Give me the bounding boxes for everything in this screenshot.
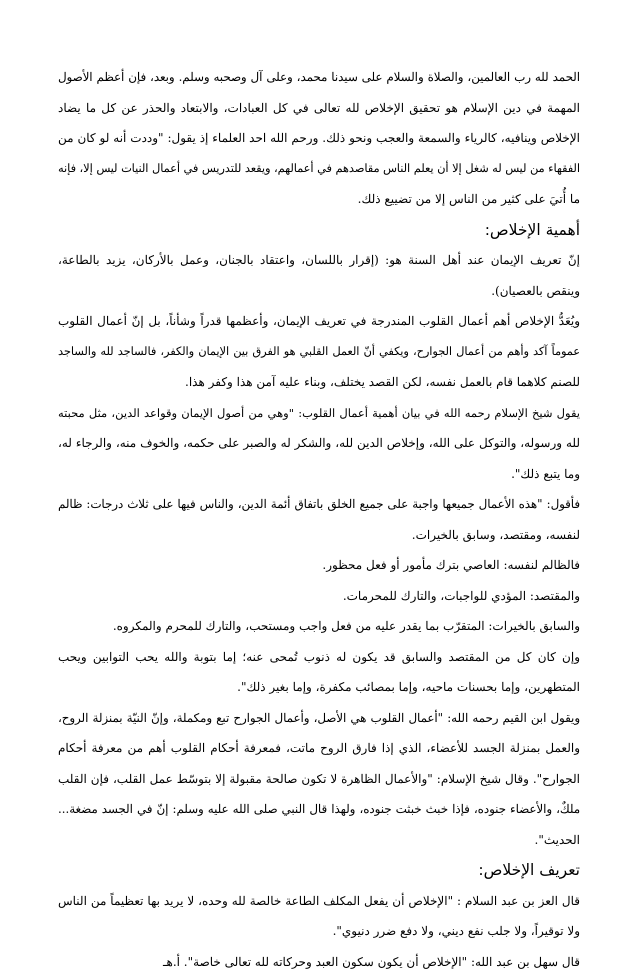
text-line: ويقول ابن القيم رحمه الله: "أعمال القلوب هي الأصل، وأعمال الجوارح تبع ومكملة، وإنّ النيّة بمنزلة الروح، (58, 703, 580, 734)
text-line: الفقهاء من ليس له شغل إلا أن يعلم الناس مقاصدهم في أعمالهم، ويقعد للتدريس في أعمال النيات ليس إلا، فإنه (58, 154, 580, 185)
text-line: والسابق بالخيرات: المتقرّب بما يقدر عليه من فعل واجب ومستحب، والتارك للمحرم والمكروه. (58, 611, 580, 642)
text-line: قال العز بن عبد السلام : "الإخلاص أن يفعل المكلف الطاعة خالصة لله وحده، لا يريد بها تعظيماً من الناس (58, 886, 580, 917)
text-line: فالظالم لنفسه: العاصي بترك مأمور أو فعل محظور. (58, 550, 580, 581)
text-line: لله ورسوله، والتوكل على الله، وإخلاص الدين لله، والشكر له والصبر على حكمه، والخوف منه، والرجاء له، (58, 428, 580, 459)
text-line: إنّ تعريف الإيمان عند أهل السنة هو: (إقرار باللسان، واعتقاد بالجنان، وعمل بالأركان، يزيد بالطاعة، (58, 245, 580, 276)
text-line: الإخلاص وينافيه، كالرياء والسمعة والعجب ونحو ذلك. ورحم الله احد العلماء إذ يقول: "وددت أنه لو كان من (58, 123, 580, 154)
definition-section (58, 886, 580, 977)
text-line: لنفسه، ومقتصد، وسابق بالخيرات. (58, 520, 580, 551)
text-line: يقول شيخ الإسلام رحمه الله في بيان أهمية أعمال القلوب: "وهي من أصول الإيمان وقواعد الدين، مثل محبته (58, 398, 580, 429)
text-line: فأقول: "هذه الأعمال جميعها واجبة على جميع الخلق باتفاق أئمة الدين، والناس فيها على ثلاث درجات: ظالم (58, 489, 580, 520)
text-line: وإن كان كل من المقتصد والسابق قد يكون له ذنوب تُمحى عنه؛ إما بتوبة والله يحب التوابين ويحب (58, 642, 580, 673)
importance-section (58, 245, 580, 855)
text-line: ما أُتيَ على كثير من الناس إلا من تضييع ذلك. (58, 184, 580, 215)
text-line: الجوارح". وقال شيخ الإسلام: "والأعمال الظاهرة لا تكون صالحة مقبولة إلا بتوسّط عمل القلب، فإن القلب (58, 764, 580, 795)
text-line: المتطهرين، وإما بحسنات ماحيه، وإما بمصائب مكفرة، وإما بغير ذلك". (58, 672, 580, 703)
text-line: ملكٌ، والأعضاء جنوده، فإذا خبث خبثت جنوده، ولهذا قال النبي صلى الله عليه وسلم: إنّ في الجسد مضغة... (58, 794, 580, 825)
section-heading-definition: تعريف الإخلاص: (58, 855, 580, 886)
intro-paragraph (58, 62, 580, 215)
section-heading-importance: أهمية الإخلاص: (58, 215, 580, 246)
text-line: والعمل بمنزلة الجسد للأعضاء، الذي إذا فارق الروح ماتت، فمعرفة أحكام القلوب أهم من معرفة أحكام (58, 733, 580, 764)
text-line: والمقتصد: المؤدي للواجبات، والتارك للمحرمات. (58, 581, 580, 612)
text-line: المهمة في دين الإسلام هو تحقيق الإخلاص لله تعالى في كل العبادات، والابتعاد والحذر عن كل ما يضاد (58, 93, 580, 124)
text-line: الحديث". (58, 825, 580, 856)
text-line: قال سهل بن عبد الله: "الإخلاص أن يكون سكون العبد وحركاته لله تعالى خاصة". أ.هـ (58, 947, 580, 977)
text-line: عموماً آكد وأهم من أعمال الجوارح، ويكفي أنّ العمل القلبي هو الفرق بين الإيمان والكفر، فالساجد لله والساجد (58, 337, 580, 368)
text-line: وما يتبع ذلك". (58, 459, 580, 490)
text-line: للصنم كلاهما قام بالعمل نفسه، لكن القصد يختلف، وبناء عليه آمن هذا وكفر هذا. (58, 367, 580, 398)
text-line: وينقص بالعصيان). (58, 276, 580, 307)
text-line: ويُعَدُّ الإخلاص أهم أعمال القلوب المندرجة في تعريف الإيمان، وأعظمها قدراً وشأناً، بل إنّ أعمال القلوب (58, 306, 580, 337)
text-line: الحمد لله رب العالمين، والصلاة والسلام على سيدنا محمد، وعلى آل وصحبه وسلم. وبعد، فإن أعظم الأصول (58, 62, 580, 93)
text-line: ولا توقيراً، ولا جلب نفع ديني، ولا دفع ضرر دنيوي". (58, 916, 580, 947)
